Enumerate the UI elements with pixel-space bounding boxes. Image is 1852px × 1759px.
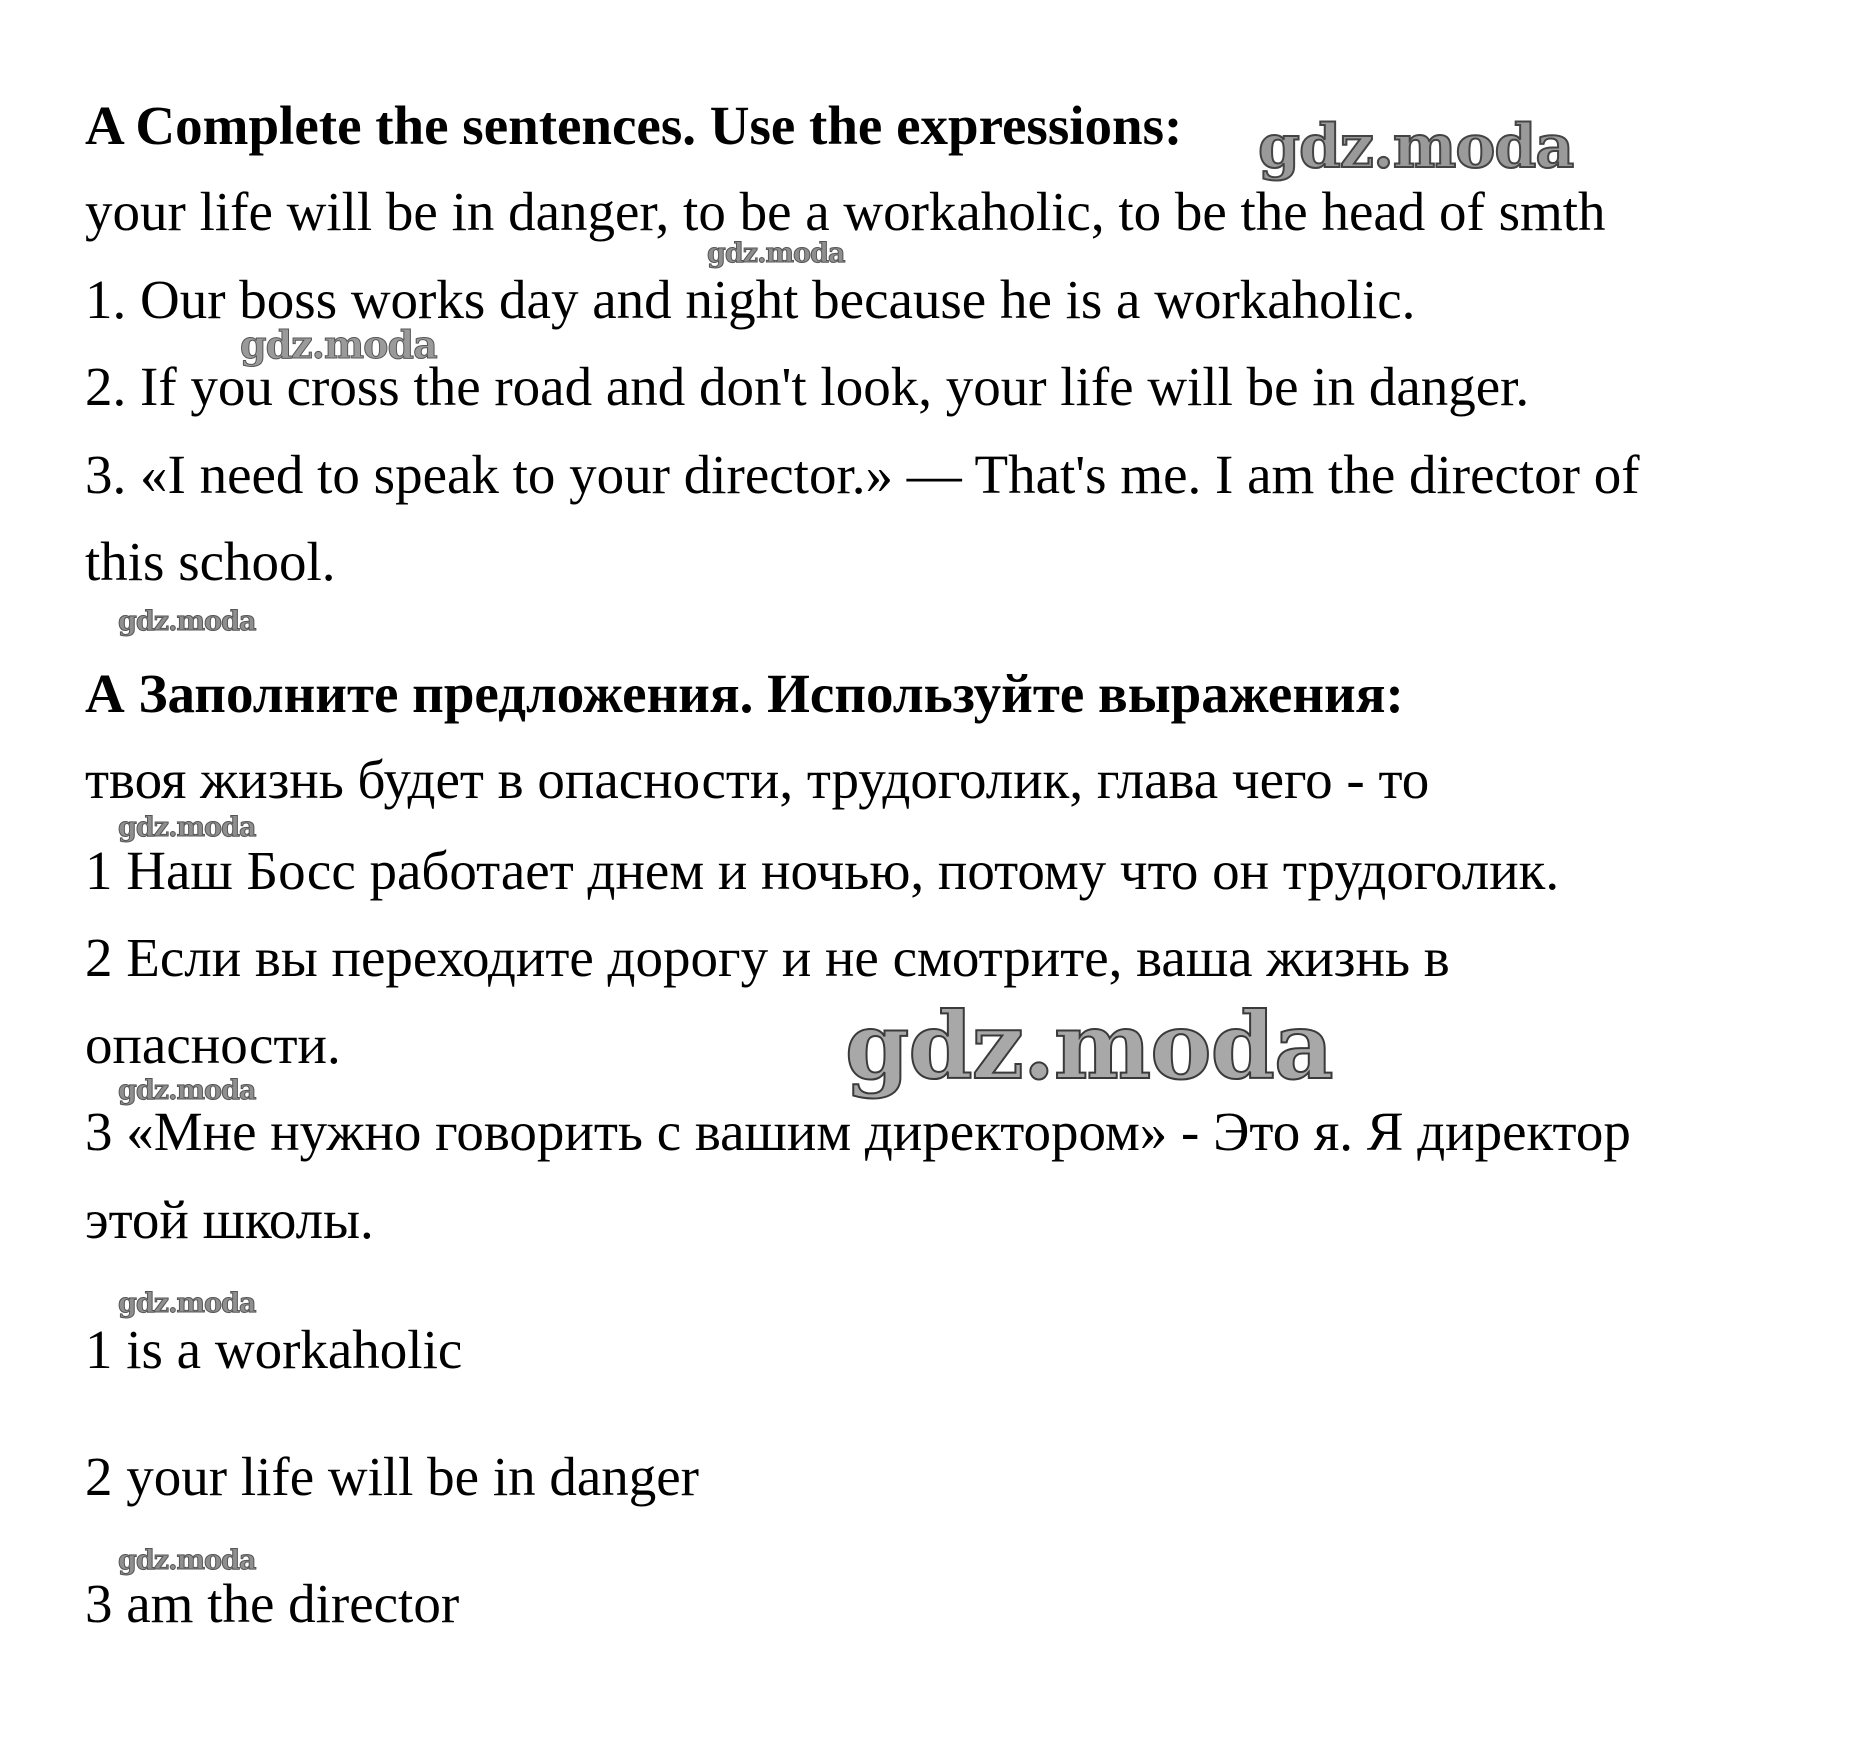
watermark-logo: gdz.moda: [118, 606, 256, 637]
english-expressions: your life will be in danger, to be a workaholic, to be the head of smth: [85, 181, 1606, 242]
russian-sentence-2: 2 Если вы переходите дорогу и не смотрите, ваша жизнь в: [85, 927, 1450, 988]
watermark-logo: gdz.moda: [118, 1545, 256, 1576]
russian-sentence-3-continued: этой школы.: [85, 1189, 374, 1250]
watermark-logo: gdz.moda: [240, 322, 437, 367]
watermark-logo: gdz.moda: [118, 812, 256, 843]
russian-sentence-2-continued: опасности.: [85, 1014, 341, 1075]
english-sentence-3-continued: this school.: [85, 531, 336, 592]
russian-heading: А Заполните предложения. Используйте выражения:: [85, 663, 1404, 724]
watermark-logo: gdz.moda: [845, 992, 1333, 1100]
watermark-logo: gdz.moda: [118, 1288, 256, 1319]
watermark-logo: gdz.moda: [118, 1075, 256, 1106]
russian-sentence-3: 3 «Мне нужно говорить с вашим директором» - Это я. Я директор: [85, 1101, 1631, 1162]
watermark-logo: gdz.moda: [707, 238, 845, 269]
english-heading: A Complete the sentences. Use the expressions:: [85, 95, 1183, 156]
answer-1: 1 is a workaholic: [85, 1319, 463, 1380]
english-sentence-1: 1. Our boss works day and night because he is a workaholic.: [85, 269, 1416, 330]
russian-sentence-1: 1 Наш Босс работает днем и ночью, потому что он трудоголик.: [85, 840, 1560, 901]
answer-3: 3 am the director: [85, 1573, 460, 1634]
english-sentence-2: 2. If you cross the road and don't look, your life will be in danger.: [85, 356, 1530, 417]
answer-2: 2 your life will be in danger: [85, 1446, 699, 1507]
watermark-logo: gdz.moda: [1258, 112, 1574, 182]
english-sentence-3: 3. «I need to speak to your director.» — That's me. I am the director of: [85, 444, 1640, 505]
russian-expressions: твоя жизнь будет в опасности, трудоголик, глава чего - то: [85, 749, 1430, 810]
